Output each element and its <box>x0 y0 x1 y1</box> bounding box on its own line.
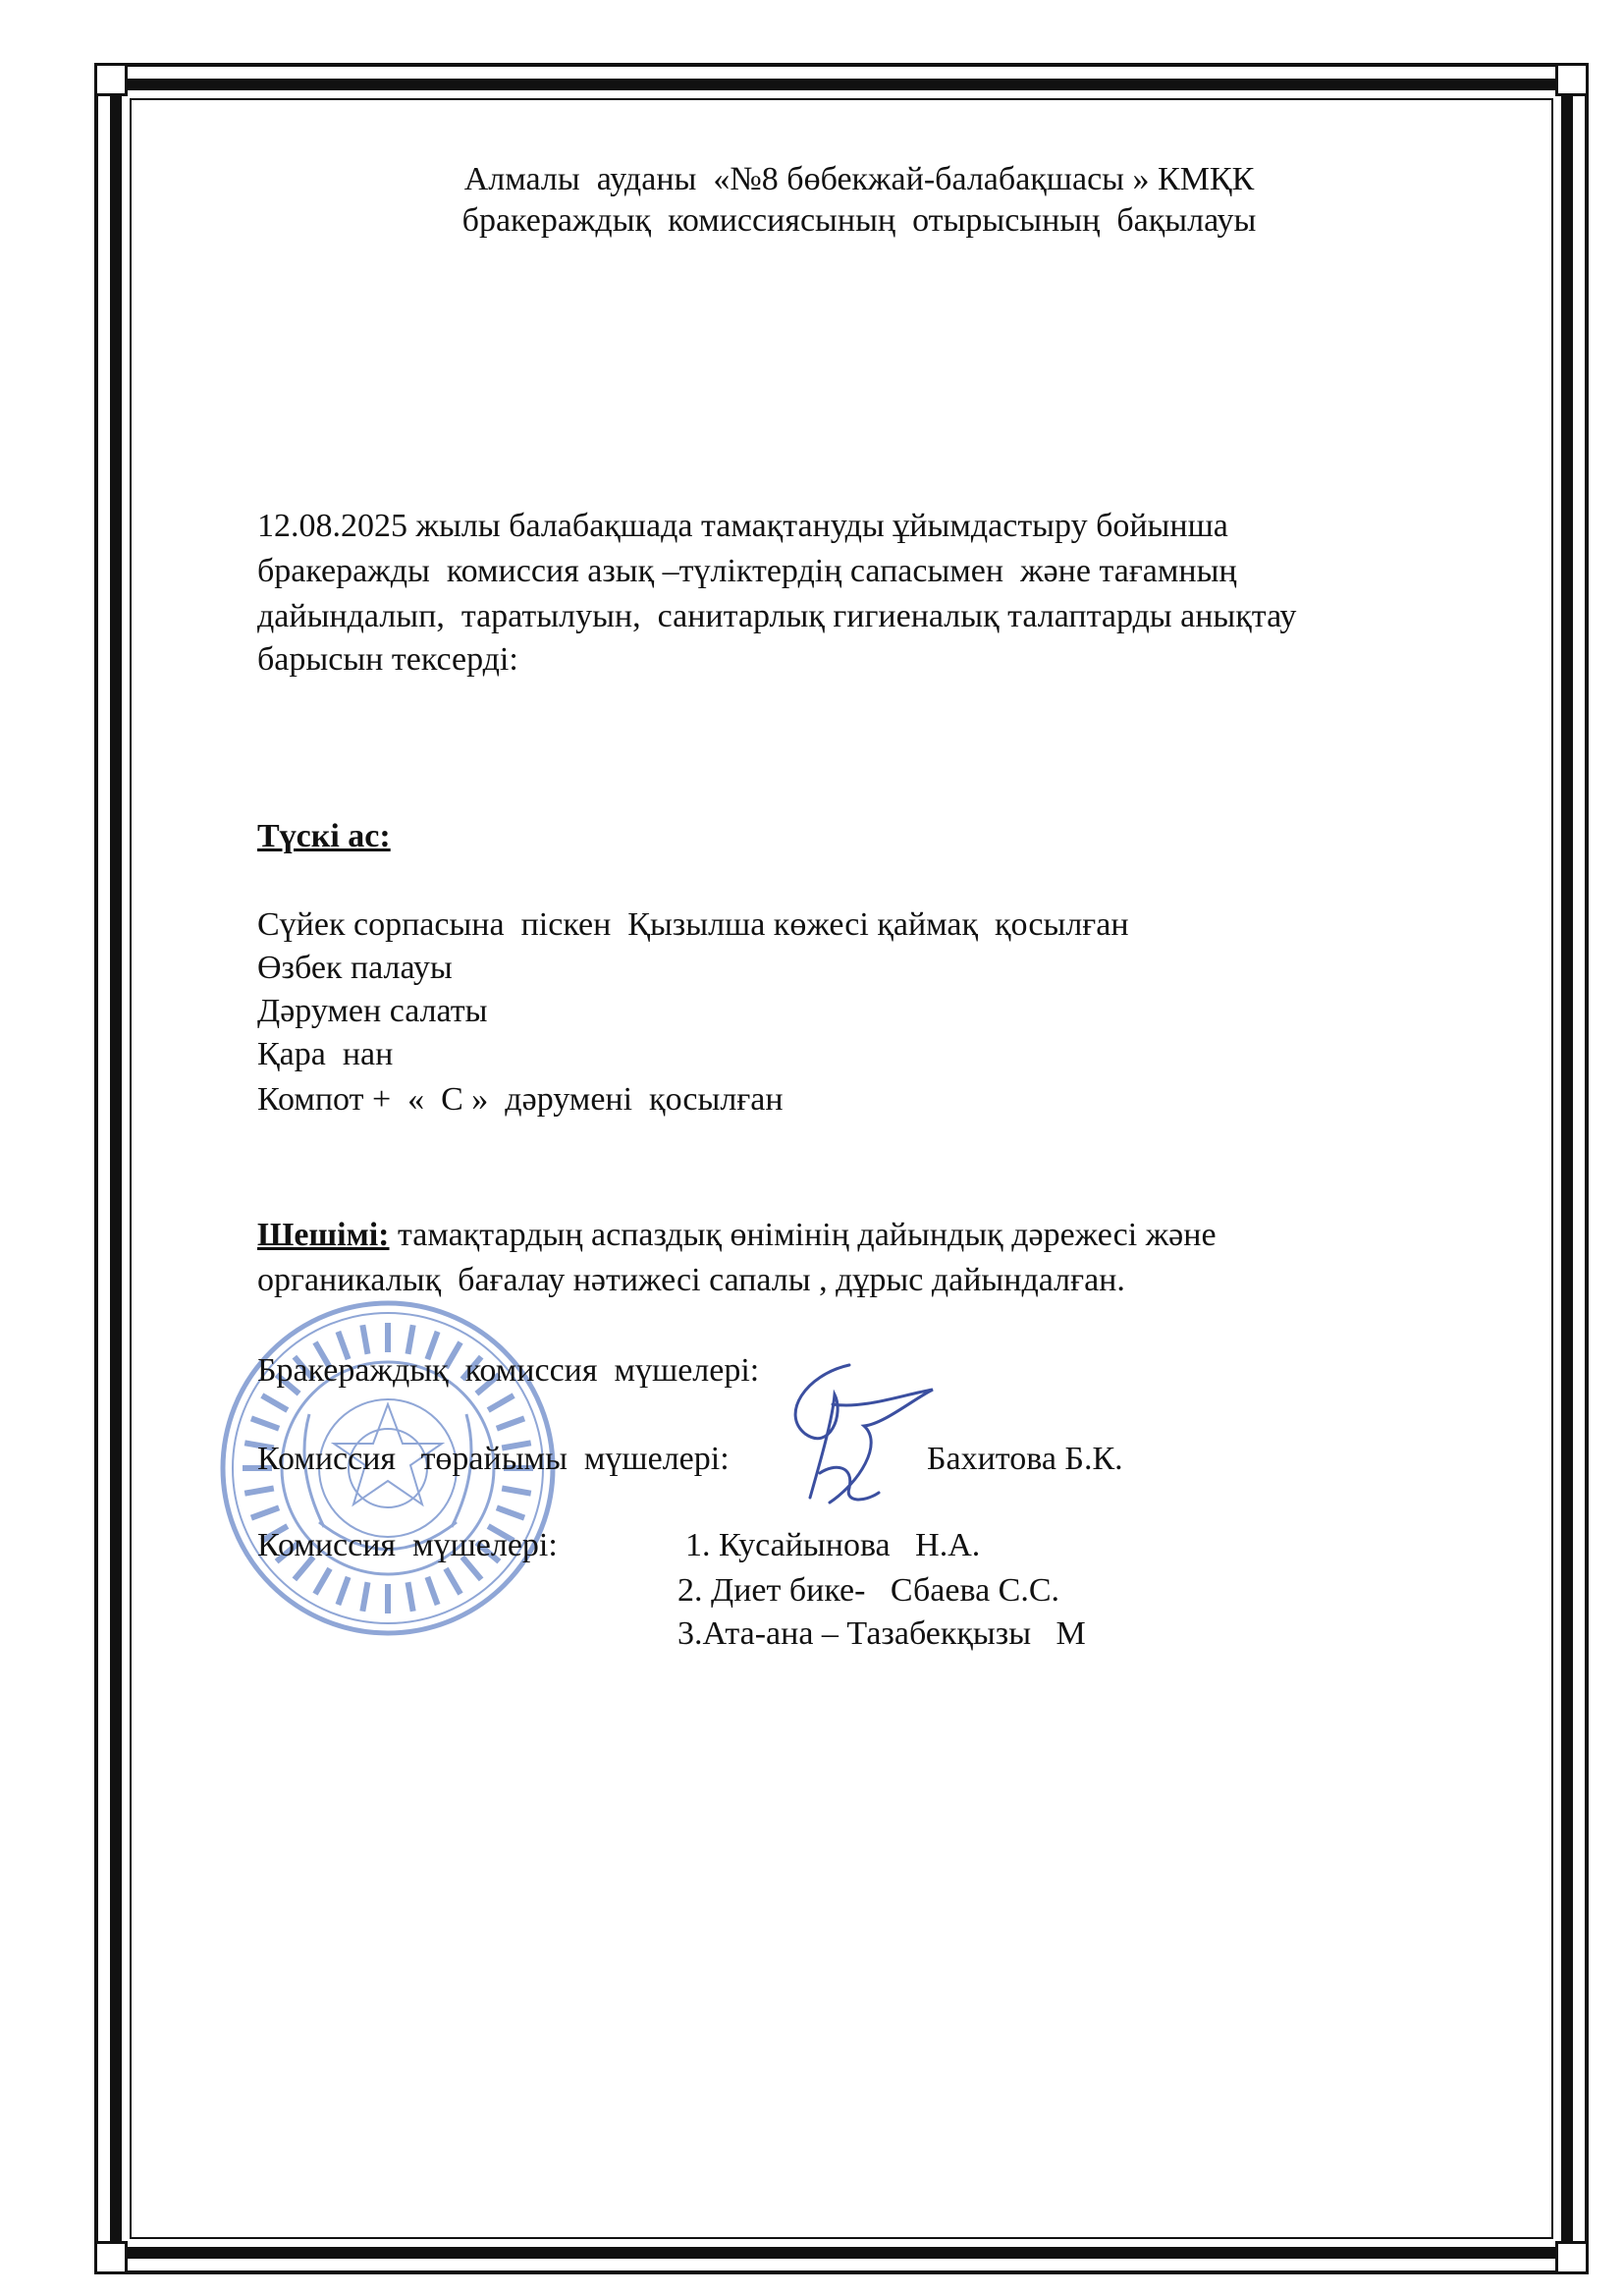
lunch-item: Компот + « С » дәрумені қосылған <box>257 1081 784 1118</box>
stamp-tick <box>502 1488 531 1493</box>
commission-member: 3.Ата-ана – Тазабекқызы М <box>677 1615 1086 1652</box>
lunch-item: Дәрумен салаты <box>257 993 488 1029</box>
decision-text: тамақтардың аспаздық өнімінің дайындық дәрежесі және <box>389 1217 1217 1253</box>
stamp-tick <box>362 1325 367 1354</box>
commission-members-label: Комиссия мүшелері: <box>257 1527 558 1563</box>
intro-line-1: 12.08.2025 жылы балабақшада тамақтануды ұйымдастыру бойынша <box>257 508 1228 544</box>
stamp-tick <box>427 1577 437 1605</box>
lunch-item: Қара нан <box>257 1036 394 1072</box>
intro-line-3: дайындалып, таратылуын, санитарлық гигиеналық талаптарды анықтау <box>257 598 1297 634</box>
stamp-tick <box>251 1507 279 1517</box>
stamp-tick <box>407 1325 412 1354</box>
commission-member: 2. Диет бике- Сбаева С.С. <box>677 1572 1060 1609</box>
stamp-tick <box>407 1582 412 1612</box>
lunch-item: Өзбек палауы <box>257 950 453 986</box>
border-corner-top-left <box>94 63 128 96</box>
stamp-tick <box>488 1395 514 1410</box>
border-corner-top-right <box>1555 63 1589 96</box>
stamp-tick <box>244 1488 274 1493</box>
stamp-tick <box>362 1582 367 1612</box>
decision-line-1 <box>257 1216 1217 1255</box>
commission-chair-name: Бахитова Б.К. <box>927 1441 1123 1477</box>
stamp-tick <box>446 1568 460 1594</box>
header-title-line1: Алмалы ауданы «№8 бөбекжай-балабақшасы » КМҚК <box>463 161 1255 197</box>
intro-line-4: барысын тексерді: <box>257 641 518 678</box>
stamp-tick <box>338 1577 348 1605</box>
commission-chair-label: Комиссия төрайымы мүшелері: <box>257 1441 730 1477</box>
commission-member: 1. Кусайынова Н.А. <box>685 1527 981 1563</box>
chair-signature <box>776 1355 972 1522</box>
lunch-title: Түскі ас: <box>257 818 391 854</box>
header-title-line2: бракераждық комиссиясының отырысының бақылауы <box>461 202 1257 239</box>
border-corner-bottom-left <box>94 2241 128 2274</box>
decision-line-2: органикалық бағалау нәтижесі сапалы , дұрыс дайындалған. <box>257 1262 1125 1298</box>
intro-line-2: бракеражды комиссия азық –түліктердің сапасымен және тағамның <box>257 553 1237 589</box>
border-corner-bottom-right <box>1555 2241 1589 2274</box>
stamp-tick <box>262 1395 288 1410</box>
stamp-tick <box>497 1418 524 1428</box>
commission-title: Бракераждық комиссия мүшелері: <box>257 1352 760 1389</box>
stamp-tick <box>497 1507 524 1517</box>
lunch-item: Сүйек сорпасына піскен Қызылша көжесі қаймақ қосылған <box>257 906 1129 943</box>
decision-label: Шешімі: <box>257 1217 390 1253</box>
stamp-tick <box>315 1568 330 1594</box>
page-border-inner <box>130 98 1553 2239</box>
stamp-tick <box>251 1418 279 1428</box>
